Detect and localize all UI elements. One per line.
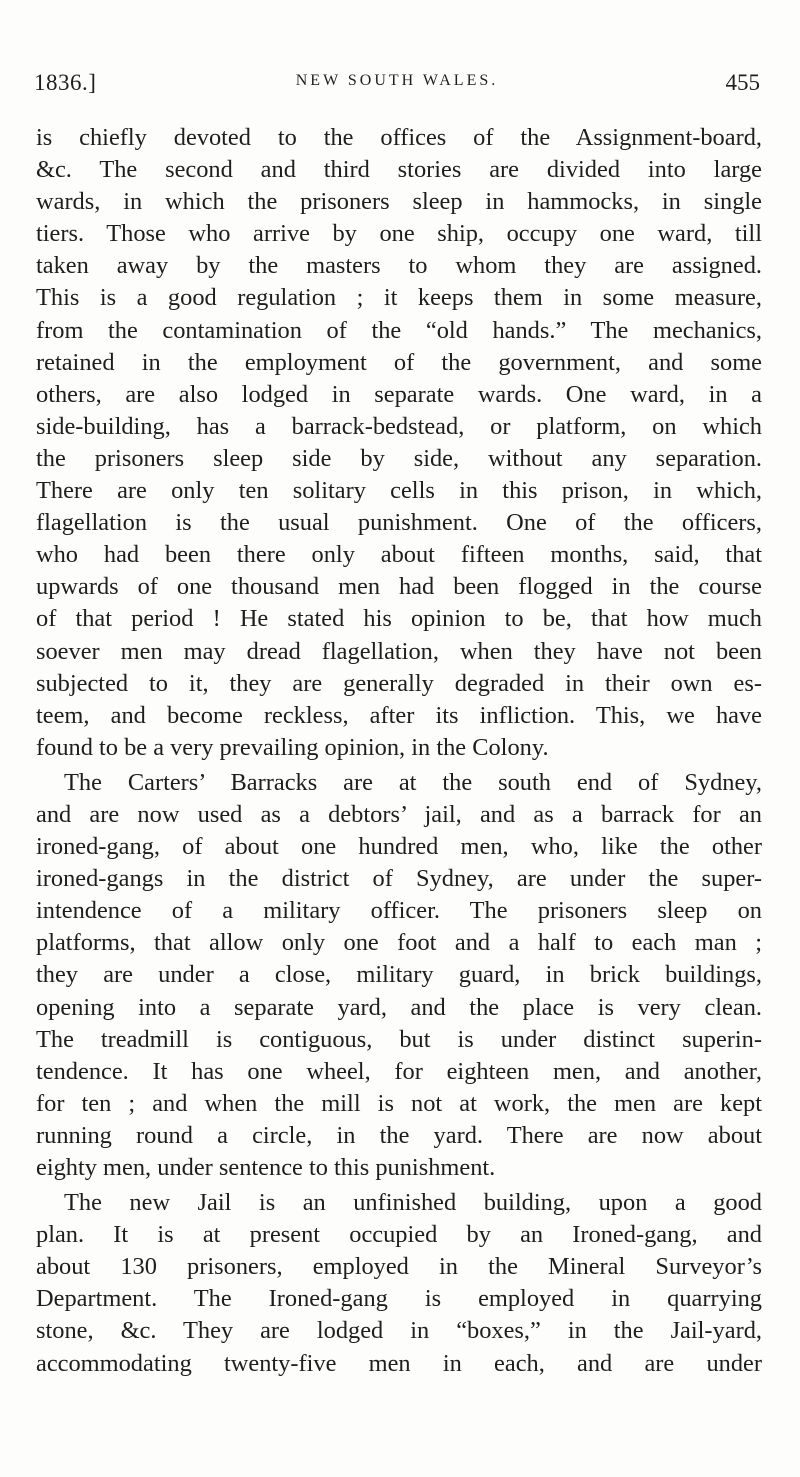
text-line: side-building, has a barrack-bedstead, or platform, on which (36, 412, 762, 440)
text-line: running round a circle, in the yard. There are now about (36, 1121, 762, 1149)
header-year: 1836.] (34, 70, 97, 95)
text-line: for ten ; and when the mill is not at work, the men are kept (36, 1089, 762, 1117)
text-line: found to be a very prevailing opinion, in the Colony. (36, 733, 549, 761)
header-title: NEW SOUTH WALES. (295, 72, 499, 89)
text-line: teem, and become reckless, after its infliction. This, we have (36, 701, 762, 729)
text-line: There are only ten solitary cells in this prison, in which, (36, 477, 762, 505)
paragraph (36, 122, 762, 764)
text-line: of that period ! He stated his opinion to be, that how much (36, 605, 762, 633)
text-line: from the contamination of the “old hands.” The mechanics, (36, 316, 762, 344)
text-line: wards, in which the prisoners sleep in hammocks, in single (36, 188, 762, 216)
text-line: and are now used as a debtors’ jail, and as a barrack for an (36, 800, 762, 828)
text-line: The new Jail is an unfinished building, upon a good (64, 1189, 762, 1217)
text-line: &c. The second and third stories are divided into large (36, 156, 762, 184)
text-line: stone, &c. They are lodged in “boxes,” in the Jail-yard, (36, 1317, 762, 1345)
text-line: the prisoners sleep side by side, without any separation. (36, 444, 762, 472)
text-line: eighty men, under sentence to this punishment. (36, 1154, 496, 1181)
text-line: platforms, that allow only one foot and a half to each man ; (36, 929, 762, 957)
paragraph (36, 767, 762, 1184)
text-line: about 130 prisoners, employed in the Mineral Surveyor’s (36, 1253, 762, 1281)
text-line: plan. It is at present occupied by an Ironed-gang, and (36, 1221, 762, 1249)
text-line: Department. The Ironed-gang is employed in quarrying (36, 1285, 762, 1313)
body-text (36, 122, 762, 1380)
text-line: accommodating twenty-five men in each, and are under (36, 1349, 762, 1377)
text-line: This is a good regulation ; it keeps them in some measure, (36, 284, 762, 312)
text-line: opening into a separate yard, and the place is very clean. (36, 993, 762, 1021)
text-line: who had been there only about fifteen months, said, that (36, 541, 762, 569)
text-line: they are under a close, military guard, in brick buildings, (36, 961, 762, 989)
page-number: 455 (725, 70, 760, 95)
text-line: upwards of one thousand men had been flogged in the course (36, 573, 762, 601)
text-line: flagellation is the usual punishment. One of the officers, (36, 509, 762, 537)
running-header (34, 70, 760, 102)
text-line: others, are also lodged in separate wards. One ward, in a (36, 380, 762, 408)
text-line: The treadmill is contiguous, but is under distinct superin- (36, 1025, 762, 1053)
text-line: taken away by the masters to whom they are assigned. (36, 252, 762, 280)
text-line: tendence. It has one wheel, for eighteen men, and another, (36, 1057, 762, 1085)
text-line: ironed-gang, of about one hundred men, who, like the other (36, 833, 762, 861)
text-line: soever men may dread flagellation, when they have not been (36, 637, 762, 665)
text-line: The Carters’ Barracks are at the south end of Sydney, (64, 768, 762, 796)
text-line: is chiefly devoted to the offices of the Assignment-board, (36, 124, 762, 151)
text-line: intendence of a military officer. The prisoners sleep on (36, 897, 762, 925)
text-line: retained in the employment of the government, and some (36, 348, 762, 376)
paragraph (36, 1187, 762, 1380)
text-line: subjected to it, they are generally degraded in their own es- (36, 669, 762, 697)
text-line: ironed-gangs in the district of Sydney, are under the super- (36, 865, 762, 893)
text-line: tiers. Those who arrive by one ship, occupy one ward, till (36, 220, 762, 248)
